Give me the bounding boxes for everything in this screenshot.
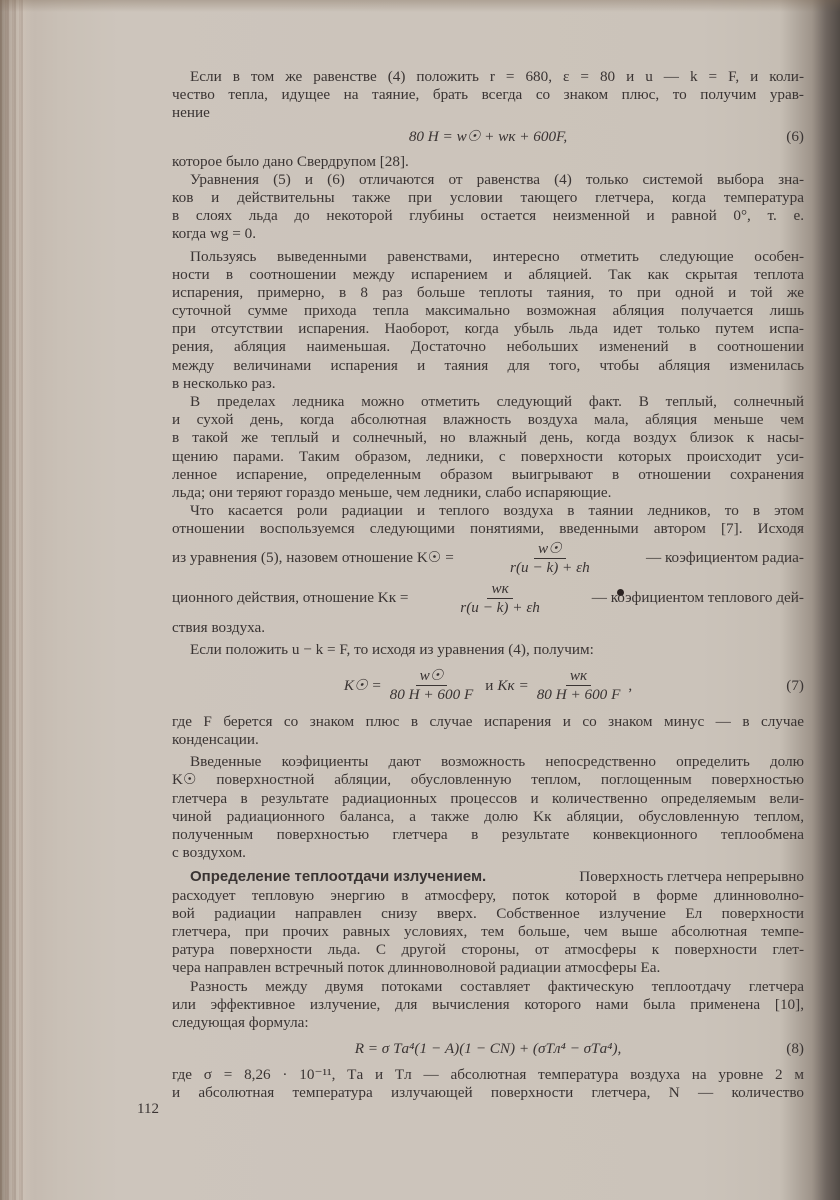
- formula-number: (6): [786, 128, 804, 146]
- text-line: при отсутствии испарения. Наоборот, когда убыль льда идет только путем испа-: [172, 320, 804, 338]
- text-line: ратура поверхности льда. С другой стороны, от атмосферы к поверхности глет-: [172, 941, 804, 959]
- text-line: глетчера в результате радиационных процессов и количественно определяемым вели-: [172, 789, 804, 807]
- text-fragment: — коэфициентом радиа-: [645, 549, 804, 567]
- text-line: которое было дано Свердрупом [28].: [172, 152, 409, 170]
- formula-body: 80 H = w☉ + wк + 600F,: [408, 128, 568, 146]
- text-line: чиной радиационного баланса, а также долю Kк абляции, обусловленную теплом,: [172, 807, 804, 825]
- page-top-shadow: [0, 0, 840, 12]
- formula-7: [172, 663, 804, 709]
- formula-number: (7): [786, 676, 804, 694]
- fraction-denominator: r(u − k) + εh: [510, 559, 590, 576]
- text-fragment: — коэфициентом теплового дей-: [591, 589, 804, 607]
- text-line: и абсолютная температура излучающей поверхности глетчера, N — количество: [172, 1084, 804, 1102]
- text-line: В пределах ледника можно отметить следующий факт. В теплый, солнечный: [190, 393, 804, 410]
- formula-6: [172, 127, 804, 149]
- text-line: между величинами испарения и таяния для того, чтобы абляция изменилась: [172, 356, 804, 374]
- page-number: 112: [137, 1101, 159, 1117]
- fraction: [533, 667, 625, 704]
- fraction-numerator: wк: [566, 667, 591, 686]
- formula-tail: ,: [628, 676, 633, 694]
- text-line: или эффективное излучение, для вычисления которого нами была применена [10],: [172, 995, 804, 1013]
- fraction-denominator: 80 H + 600 F: [389, 686, 474, 704]
- page-body: [172, 68, 804, 1102]
- text-line: льда; они теряют гораздо меньше, чем ледники, слабо испаряющие.: [172, 483, 612, 501]
- text-line: щению парами. Таким образом, ледники, с поверхности которых происходит уси-: [172, 447, 804, 465]
- fraction-numerator: w☉: [534, 540, 566, 559]
- text-line: когда wg = 0.: [172, 225, 257, 243]
- formula-lhs: K☉ =: [343, 676, 382, 694]
- text-line: глетчера, при прочих равных условиях, тем больше, чем выше абсолютная темпе-: [172, 922, 804, 940]
- text-line: с воздухом.: [172, 844, 246, 862]
- text-line: Если в том же равенстве (4) положить r = 680, ε = 80 и u — k = F, и коли-: [190, 68, 804, 85]
- text-line: и сухой день, когда абсолютная влажность воздуха мала, абляция меньше чем: [172, 411, 804, 429]
- fraction: [506, 540, 594, 577]
- text-line: ствия воздуха.: [172, 618, 266, 636]
- book-spine-edge: [0, 0, 26, 1200]
- text-line: конденсации.: [172, 731, 259, 749]
- text-line: в слоях льда до некоторой глубины остается неизменной и равной 0°, т. е.: [172, 207, 804, 225]
- formula-number: (8): [786, 1039, 804, 1057]
- text-line: отношении воспользуемся следующими понятиями, введенными автором [7]. Исходя: [172, 520, 804, 538]
- text-line: Если положить u − k = F, то исходя из уравнения (4), получим:: [190, 640, 594, 658]
- text-line: в несколько раз.: [172, 374, 276, 392]
- text-line: вой радиации направлен снизу вверх. Собственное излучение Eл поверхности: [172, 904, 804, 922]
- fraction-numerator: w☉: [416, 667, 448, 686]
- fraction-denominator: r(u − k) + εh: [460, 599, 540, 616]
- text-line: ности в соотношении между испарением и абляцией. Так как скрытая теплота: [172, 265, 804, 283]
- text-line: расходует тепловую энергию в атмосферу, поток которой в форме длинноволно-: [172, 886, 804, 904]
- text-line: Введенные коэфициенты дают возможность непосредственно определить долю: [190, 753, 804, 771]
- text-line: Разность между двумя потоками составляет фактическую теплоотдачу глетчера: [190, 977, 804, 995]
- text-line: суточной сумме прихода тепла максимально возможная абляция получается лишь: [172, 302, 804, 320]
- text-fragment: Поверхность глетчера непрерывно: [579, 868, 804, 886]
- text-line: ленное испарение, определенным образом выигрывают в отношении сохранения: [172, 465, 804, 483]
- text-line: испарения, примерно, в 8 раз больше теплоты таяния, то при одной и той же: [172, 283, 804, 301]
- inline-formula-k-rad: [172, 539, 804, 579]
- text-line: ков и действительны также при условии тающего глетчера, когда температура: [172, 188, 804, 206]
- conjunction: и: [485, 676, 494, 694]
- fraction-numerator: wк: [487, 580, 512, 599]
- fraction-denominator: 80 H + 600 F: [536, 686, 621, 704]
- fraction: [456, 580, 544, 617]
- text-line: полученным поверхностью глетчера в результате конвекционного теплообмена: [172, 826, 804, 843]
- text-line: K☉ поверхностной абляции, обусловленную теплом, поглощенным поверхностью: [172, 771, 804, 789]
- text-fragment: ционного действия, отношение Kк =: [172, 589, 409, 607]
- text-line: чера направлен встречный поток длинноволновой радиации атмосферы Eа.: [172, 959, 661, 977]
- text-line: следующая формула:: [172, 1013, 309, 1031]
- text-line: чество тепла, идущее на таяние, брать всегда со знаком плюс, то получим урав-: [172, 86, 804, 104]
- text-line: [172, 868, 804, 886]
- text-fragment: из уравнения (5), назовем отношение K☉ =: [172, 549, 454, 567]
- text-line: где σ = 8,26 · 10⁻¹¹, Tа и Tл — абсолютная температура воздуха на уровне 2 м: [172, 1066, 804, 1084]
- text-line: в такой же теплый и солнечный, но влажный день, когда воздух близок к насы-: [172, 429, 804, 447]
- formula-lhs: Kк =: [497, 676, 529, 694]
- fraction: [386, 667, 478, 704]
- section-heading: Определение теплоотдачи излучением.: [190, 868, 487, 886]
- inline-formula-k-heat: [172, 579, 804, 619]
- formula-body: R = σ Tа⁴(1 − A)(1 − CN) + (σTл⁴ − σTа⁴),: [354, 1039, 622, 1057]
- formula-8: [172, 1036, 804, 1062]
- text-line: нение: [172, 104, 210, 122]
- text-line: Пользуясь выведенными равенствами, интересно отметить следующие особен-: [190, 247, 804, 265]
- text-line: где F берется со знаком плюс в случае испарения и со знаком минус — в случае: [172, 712, 804, 730]
- text-line: Что касается роли радиации и теплого воздуха в таянии ледников, то в этом: [190, 502, 804, 520]
- text-line: рения, абляция наименьшая. Достаточно небольших изменений в соотношении: [172, 338, 804, 356]
- text-line: Уравнения (5) и (6) отличаются от равенства (4) только системой выбора зна-: [190, 170, 804, 188]
